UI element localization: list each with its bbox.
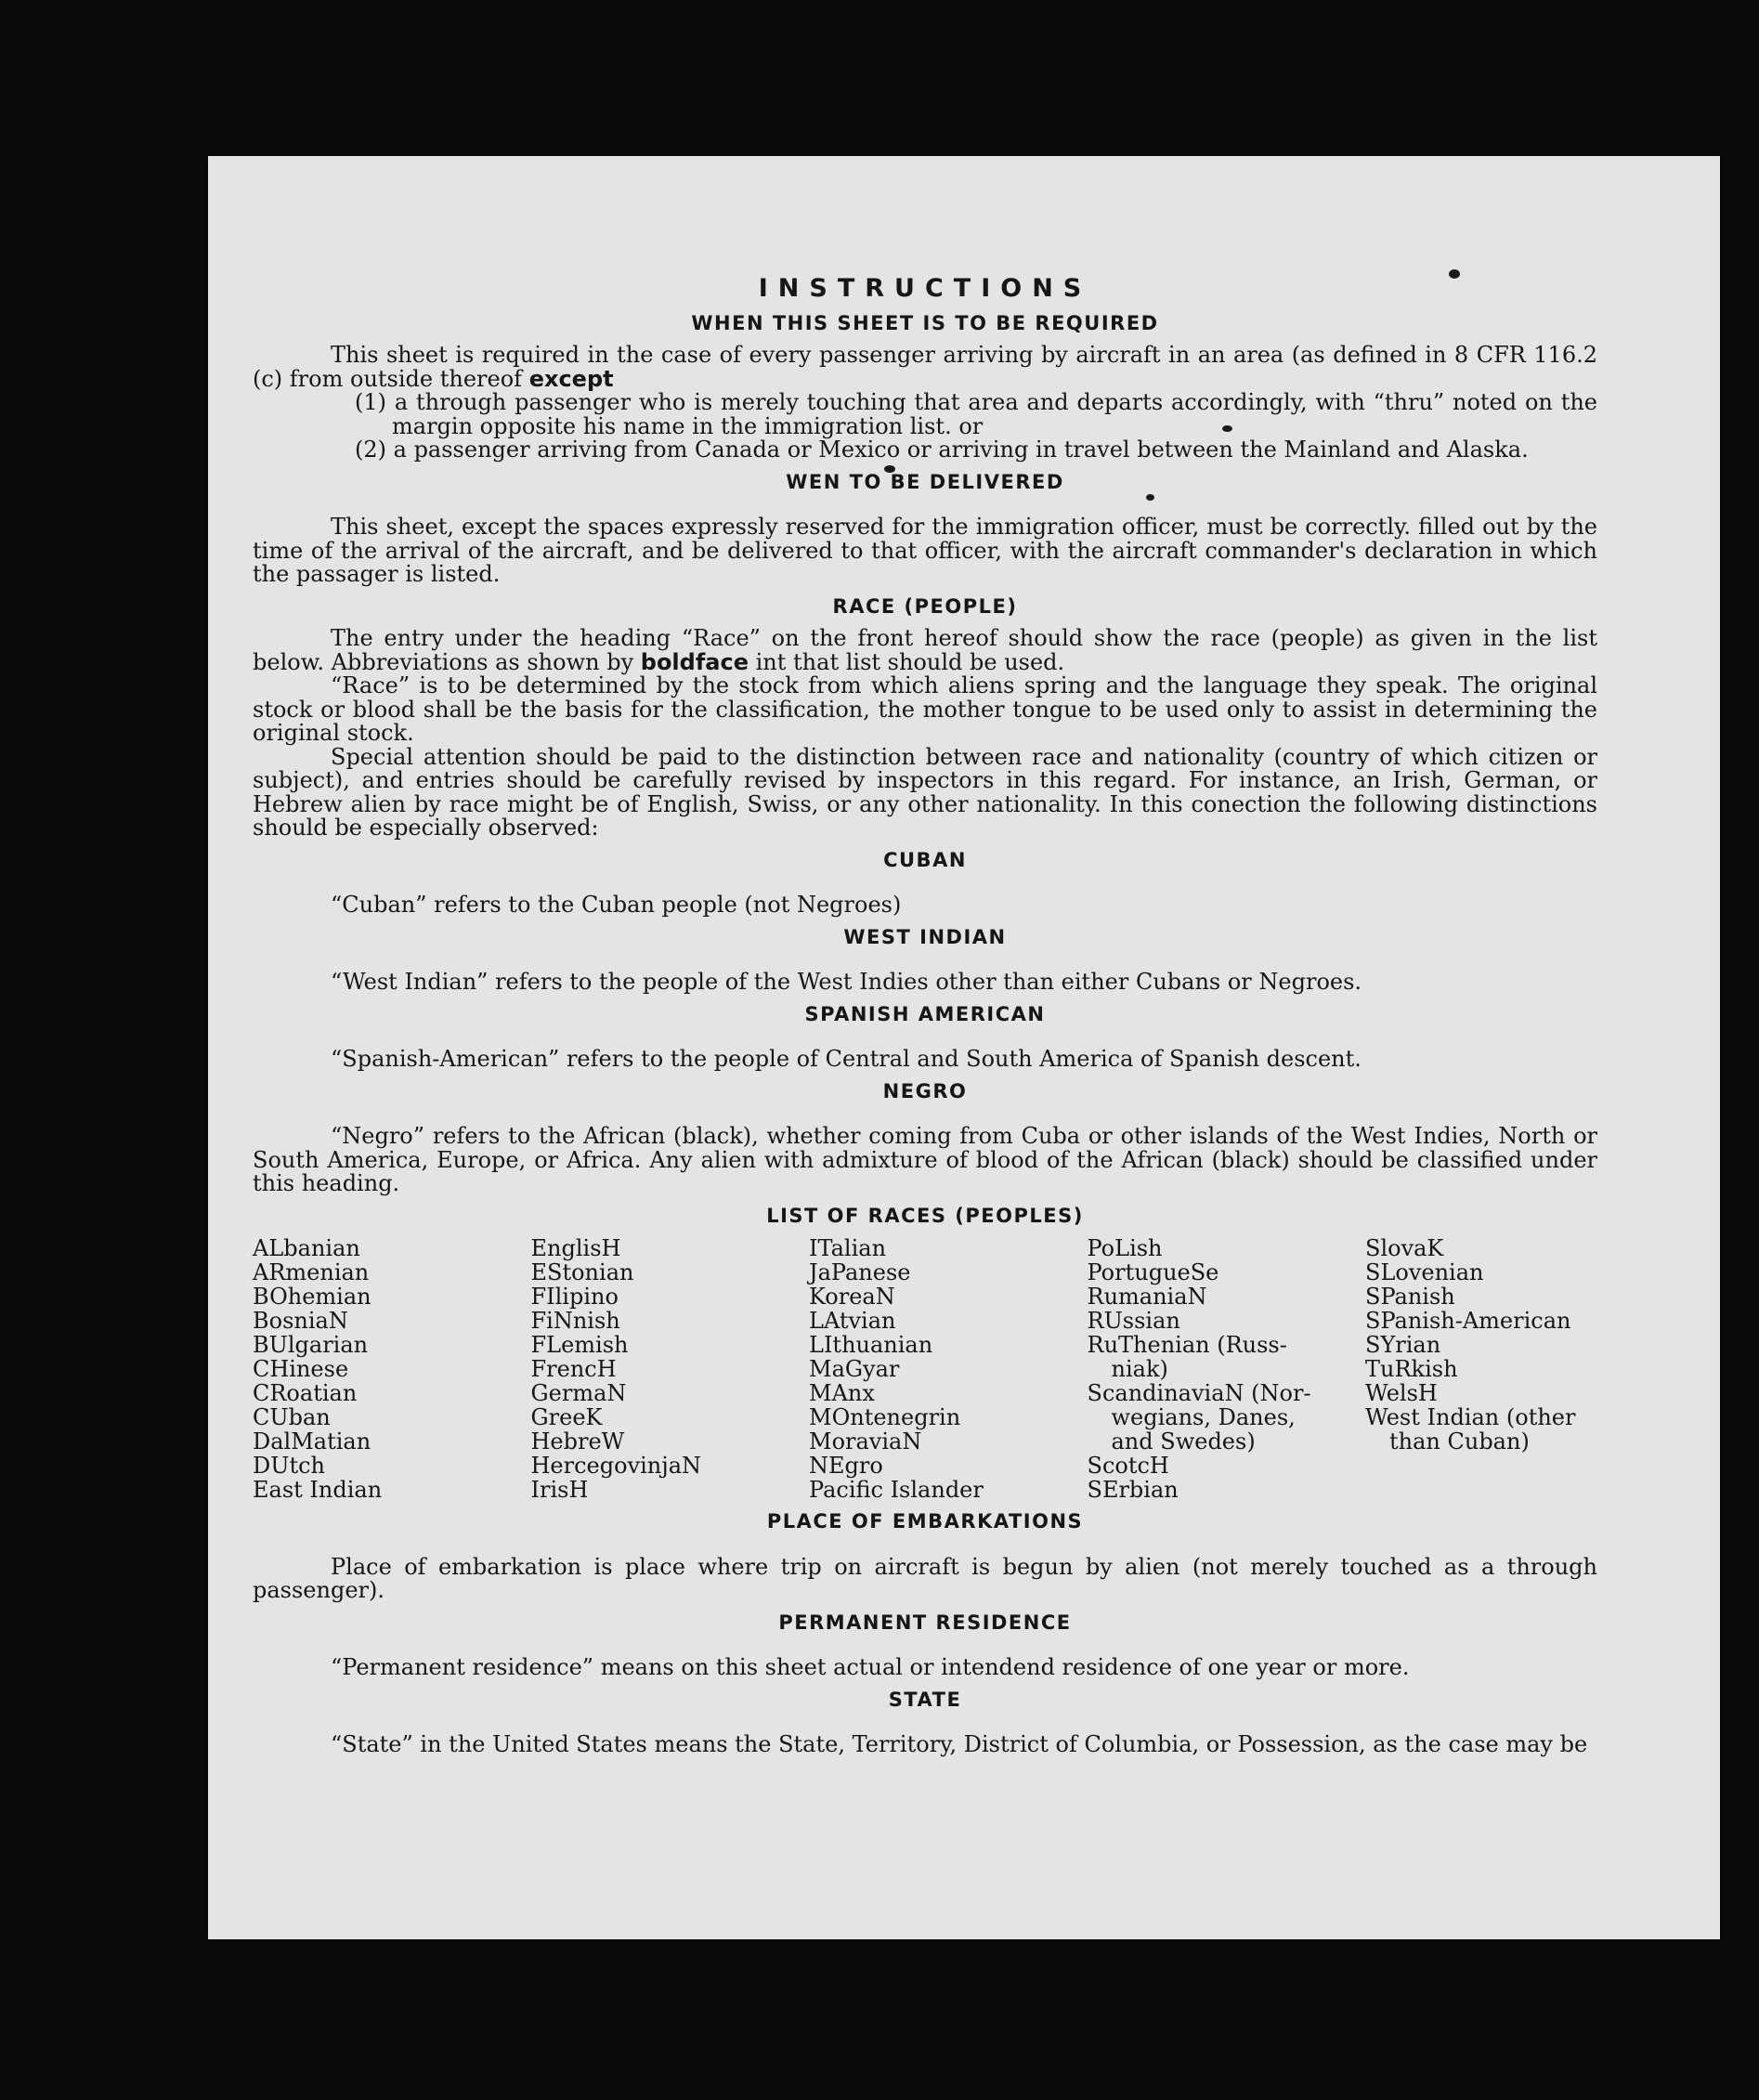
race-item: KoreaN — [809, 1284, 895, 1310]
race-item: BOhemian — [253, 1284, 371, 1310]
race-item: GermaN — [530, 1380, 627, 1406]
race-item-continued: wegians, Danes, — [1111, 1404, 1296, 1430]
race-item: DUtch — [253, 1453, 326, 1479]
race-item: PortugueSe — [1087, 1259, 1219, 1285]
race-item: SErbian — [1087, 1477, 1179, 1503]
races-column-1 — [253, 1236, 524, 1502]
heading-cuban: CUBAN — [883, 848, 967, 871]
document-title: INSTRUCTIONS — [758, 274, 1092, 303]
race-item: RuThenian (Russ- — [1087, 1332, 1287, 1358]
race-item: RumaniaN — [1087, 1284, 1207, 1310]
state-text: “State” in the United States means the State, Territory, District of Columbia, or Possession, as the case may be — [331, 1731, 1588, 1757]
race-item: LIthuanian — [809, 1332, 933, 1358]
races-list — [253, 1236, 1597, 1502]
race-item: EnglisH — [530, 1235, 621, 1261]
required-item-1: (1) a through passenger who is merely touching that area and departs accordingly, with “thru” noted on the margin opposite his name in the immigration list. or — [355, 389, 1597, 439]
race-item: ARmenian — [253, 1259, 370, 1285]
race-item: NEgro — [809, 1453, 883, 1479]
race-paragraph-2: “Race” is to be determined by the stock from which aliens spring and the language they speak. The original stock or blood shall be the basis for the classification, the mother tongue to be used only to assist in determining the original stock. — [253, 672, 1597, 746]
heading-state: STATE — [888, 1688, 962, 1711]
required-intro-text: This sheet is required in the case of every passenger arriving by aircraft in an area (as defined in 8 CFR 116.2 (c) from outside thereof — [253, 342, 1597, 392]
race-item: SLovenian — [1365, 1259, 1484, 1285]
heading-negro: NEGRO — [882, 1079, 968, 1102]
race-item: SPanish — [1365, 1284, 1455, 1310]
race-item: TuRkish — [1365, 1356, 1458, 1382]
race-item: DalMatian — [253, 1428, 371, 1454]
race-item: CUban — [253, 1404, 331, 1430]
heading-when-delivered: WEN TO BE DELIVERED — [786, 470, 1064, 493]
race-paragraph-1 — [253, 627, 1597, 674]
heading-permanent-residence: PERMANENT RESIDENCE — [778, 1611, 1072, 1634]
heading-when-required: WHEN THIS SHEET IS TO BE REQUIRED — [691, 311, 1159, 334]
race-item: East Indian — [253, 1477, 383, 1503]
heading-west-indian: WEST INDIAN — [843, 925, 1007, 948]
race-item: EStonian — [530, 1259, 634, 1285]
race-item-continued: than Cuban) — [1389, 1428, 1530, 1454]
races-column-4 — [1088, 1236, 1359, 1502]
race-item: ScotcH — [1087, 1453, 1169, 1479]
race-item: LAtvian — [809, 1308, 896, 1334]
race-item: MOntenegrin — [809, 1404, 961, 1430]
race-item: FiNnish — [530, 1308, 620, 1334]
race-item: IrisH — [530, 1477, 589, 1503]
race-item: ALbanian — [253, 1235, 360, 1261]
race-item: FLemish — [530, 1332, 629, 1358]
heading-race: RACE (PEOPLE) — [832, 594, 1018, 618]
race-item: FrencH — [530, 1356, 617, 1382]
race-item: WelsH — [1365, 1380, 1438, 1406]
heading-spanish-american: SPANISH AMERICAN — [804, 1002, 1046, 1025]
race-item: HebreW — [530, 1428, 625, 1454]
race-item: SPanish-American — [1365, 1308, 1571, 1334]
race-item: MAnx — [809, 1380, 875, 1406]
race-item: BUlgarian — [253, 1332, 369, 1358]
race-item: RUssian — [1087, 1308, 1180, 1334]
document-body — [253, 274, 1597, 1757]
negro-text: “Negro” refers to the African (black), whether coming from Cuba or other islands of the West Indies, North or South America, Europe, or Africa. Any alien with admixture of blood of the African (black) should be classified under this heading. — [253, 1123, 1597, 1196]
required-item-2: (2) a passenger arriving from Canada or Mexico or arriving in travel between the Mainland and Alaska. — [355, 437, 1529, 463]
race-item: GreeK — [530, 1404, 603, 1430]
embarkation-text: Place of embarkation is place where trip on aircraft is begun by alien (not merely touched as a through passenger). — [253, 1553, 1597, 1603]
race-item: JaPanese — [809, 1259, 911, 1285]
race-item: West Indian (other — [1365, 1404, 1576, 1430]
race-p1-b: int that list should be used. — [755, 648, 1065, 675]
required-intro — [253, 344, 1597, 391]
heading-place-of-embarkation: PLACE OF EMBARKATIONS — [766, 1510, 1084, 1533]
cuban-text: “Cuban” refers to the Cuban people (not Negroes) — [331, 892, 902, 918]
race-item: MoraviaN — [809, 1428, 922, 1454]
spanish-american-text: “Spanish-American” refers to the people of Central and South America of Spanish descent. — [331, 1046, 1362, 1072]
delivered-text: This sheet, except the spaces expressly reserved for the immigration officer, must be correctly. filled out by the time of the arrival of the aircraft, and be delivered to that officer, with the aircraft commander's declaration in which the passager is listed. — [253, 514, 1597, 587]
race-p1-a: The entry under the heading “Race” on the front hereof should show the race (people) as given in the list below. Abbreviations as shown by — [253, 625, 1597, 675]
race-item-continued: niak) — [1111, 1356, 1168, 1382]
race-item: CRoatian — [253, 1380, 358, 1406]
race-item: HercegovinjaN — [530, 1453, 702, 1479]
race-item: SlovaK — [1365, 1235, 1444, 1261]
race-item: PoLish — [1087, 1235, 1163, 1261]
except-word: except — [528, 365, 614, 392]
west-indian-text: “West Indian” refers to the people of the West Indies other than either Cubans or Negroes. — [331, 969, 1362, 995]
race-item: Pacific Islander — [809, 1477, 984, 1503]
race-item: FIlipino — [530, 1284, 619, 1310]
race-item: ITalian — [809, 1235, 887, 1261]
races-column-5 — [1365, 1236, 1597, 1502]
race-item: CHinese — [253, 1356, 349, 1382]
races-column-2 — [531, 1236, 802, 1502]
race-item: BosniaN — [253, 1308, 348, 1334]
race-item: MaGyar — [809, 1356, 900, 1382]
races-column-3 — [809, 1236, 1080, 1502]
race-paragraph-3: Special attention should be paid to the distinction between race and nationality (country of which citizen or subject), and entries should be carefully revised by inspectors in this regard. For instance, an Irish, German, or Hebrew alien by race might be of English, Swiss, or any other nationality. In this conection the following distinctions should be especially observed: — [253, 743, 1597, 841]
race-item: ScandinaviaN (Nor- — [1087, 1380, 1311, 1406]
race-item: SYrian — [1365, 1332, 1441, 1358]
instruction-sheet — [208, 156, 1720, 1939]
heading-list-of-races: LIST OF RACES (PEOPLES) — [766, 1204, 1084, 1227]
race-item-continued: and Swedes) — [1111, 1428, 1256, 1454]
residence-text: “Permanent residence” means on this sheet actual or intendend residence of one year or more. — [331, 1654, 1410, 1680]
boldface-word: boldface — [640, 648, 749, 675]
